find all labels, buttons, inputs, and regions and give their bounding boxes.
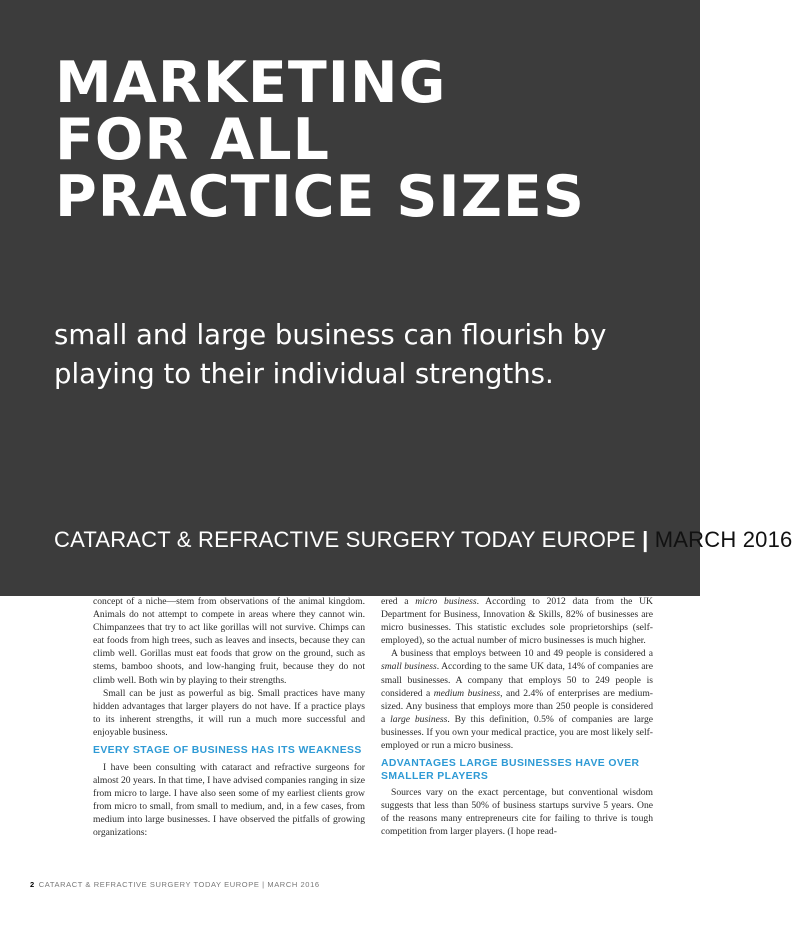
footer-text: CATARACT & REFRACTIVE SURGERY TODAY EUROPE | MARCH 2016: [38, 880, 320, 889]
paragraph: concept of a niche—stem from observations of the animal kingdom. Animals do not attempt to compete in areas where they cannot win. Chimpanzees that try to act like gorillas will not survive. Chimps can eat foods from high trees, such as leaves and insects, because they can climb well. Gorillas must eat foods that grow on the ground, such as stems, bamboo shoots, and low-hanging fruit, because they do not climb well. Both win by playing to their strengths.: [93, 596, 365, 686]
page-footer: [30, 880, 320, 889]
hero-title-line: PRACTICE SIZES: [55, 164, 585, 230]
emphasis-term: large business: [390, 713, 448, 725]
publication-separator: |: [642, 527, 649, 552]
section-heading: EVERY STAGE OF BUSINESS HAS ITS WEAKNESS: [93, 745, 362, 757]
paragraph: Small can be just as powerful as big. Small practices have many hidden advantages that larger players do not have. If a practice plays to its inherent strengths, it will run a much more successful and enjoyable business.: [93, 687, 365, 738]
paragraph: [381, 647, 653, 752]
page-number: 2: [30, 880, 35, 889]
emphasis-term: small business: [381, 661, 437, 673]
emphasis-term: micro business: [415, 596, 477, 607]
section-heading: ADVANTAGES LARGE BUSINESSES HAVE OVER SMALLER PLAYERS: [381, 758, 640, 782]
emphasis-term: medium business: [433, 687, 501, 699]
issue-date: MARCH 2016: [654, 527, 792, 552]
text-run: ered a: [381, 596, 416, 607]
hero-title: [55, 50, 585, 230]
hero-subtitle: small and large business can flourish by playing to their individual strengths.: [54, 319, 607, 390]
text-run: A business that employs between 10 and 49 people is considered a: [391, 648, 653, 660]
text-run: . According to the same UK data, 14% of companies are small businesses. A company that employs 50 to 249 people is considered a: [381, 661, 653, 699]
paragraph: [381, 595, 653, 647]
text-run: , and 2.4% of enterprises are medium-sized. Any business that employs more than 250 people is considered a: [381, 687, 653, 725]
publication-line: [54, 527, 792, 553]
article-column-left: [93, 595, 365, 839]
article-column-right: [381, 595, 653, 839]
hero-title-line: FOR ALL: [55, 107, 330, 173]
paragraph: I have been consulting with cataract and refractive surgeons for almost 20 years. In that time, I have advised companies ranging in size from micro to large. I have also seen some of my earliest clients grow from micro to small, from small to medium, and, in a few cases, from medium into large businesses. I have observed the pitfalls of growing organizations:: [93, 761, 365, 838]
text-run: . According to 2012 data from the UK Department for Business, Innovation & Skills, 82% of businesses are micro businesses. This statistic excludes sole proprietorships (self-employed), so the actual number of micro businesses is much higher.: [381, 596, 653, 647]
text-run: . By this definition, 0.5% of companies are large businesses. If you own your medical practice, you are most likely self-employed or run a micro business.: [381, 713, 653, 752]
paragraph: Sources vary on the exact percentage, but conventional wisdom suggests that less than 50% of business startups survive 5 years. One of the reasons many entrepreneurs cite for failing to thrive is tough competition from larger players. (I hope read-: [381, 787, 653, 838]
publication-name: CATARACT & REFRACTIVE SURGERY TODAY EUROPE: [54, 527, 636, 552]
hero-title-line: MARKETING: [55, 50, 447, 116]
